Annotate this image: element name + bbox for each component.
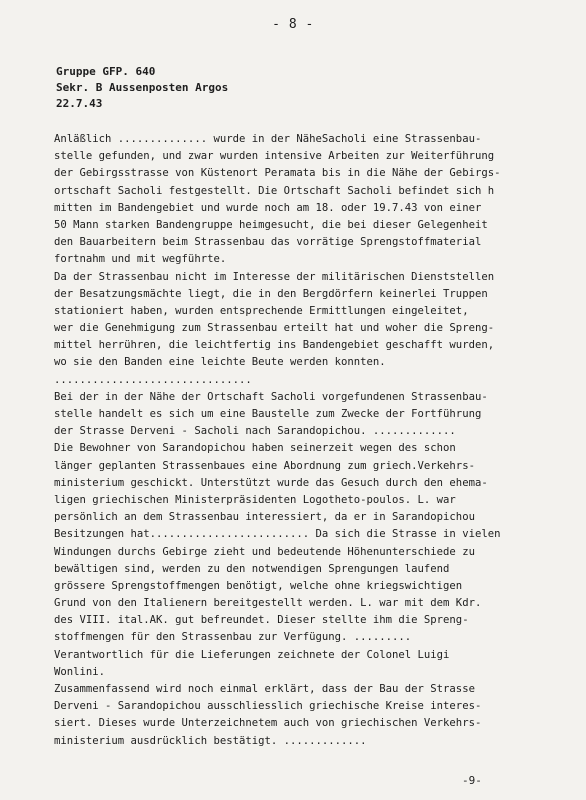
body-line: 50 Mann starken Bandengruppe heimgesucht, die bei dieser Gelegenheit	[54, 218, 488, 231]
body-line: Die Bewohner von Sarandopichou haben seinerzeit wegen des schon	[54, 442, 456, 455]
body-line: bewältigen sind, werden zu den notwendigen Sprengungen laufend	[54, 562, 450, 575]
body-line: mitten im Bandengebiet und wurde noch am 18. oder 19.7.43 von einer	[54, 201, 482, 214]
body-line: ortschaft Sacholi festgestellt. Die Ortschaft Sacholi befindet sich h	[54, 184, 495, 197]
next-page-marker: -9-	[462, 774, 482, 787]
body-line: mittel herrühren, die leichtfertig ins Bandengebiet geschafft wurden,	[54, 339, 495, 352]
body-line: wo sie den Banden eine leichte Beute werden konnten.	[54, 356, 386, 369]
header-line-office: Sekr. B Aussenposten Argos	[56, 81, 229, 94]
body-line: ministerium ausdrücklich bestätigt. .............	[54, 734, 367, 747]
body-line: stelle gefunden, und zwar wurden intensive Arbeiten zur Weiterführung	[54, 150, 495, 163]
body-line: persönlich an dem Strassenbau interessiert, da er in Sarandopichou	[54, 511, 475, 524]
body-line: Zusammenfassend wird noch einmal erklärt, dass der Bau der Strasse	[54, 683, 475, 695]
letterhead	[56, 64, 228, 112]
body-line: stationiert haben, wurden entsprechende Ermittlungen eingeleitet,	[54, 304, 469, 317]
header-line-unit: Gruppe GFP. 640	[56, 65, 156, 78]
body-line: stelle handelt es sich um eine Baustelle zum Zwecke der Fortführung	[54, 408, 482, 420]
body-line: grössere Sprengstoffmengen benötigt, welche ohne kriegswichtigen	[54, 579, 463, 592]
body-line: ligen griechischen Ministerpräsidenten Logotheto-poulos. L. war	[54, 493, 456, 506]
body-line: siert. Dieses wurde Unterzeichnetem auch von griechischen Verkehrs-	[54, 717, 482, 730]
body-line: des VIII. ital.AK. gut befreundet. Dieser stellte ihm die Spreng-	[54, 614, 469, 627]
page-number: - 8 -	[272, 17, 314, 32]
body-line: den Bauarbeitern beim Strassenbau das vorrätige Sprengstoffmaterial	[54, 236, 482, 249]
body-line: der Besatzungsmächte liegt, die in den Bergdörfern keinerlei Truppen	[54, 287, 488, 300]
body-line: der Gebirgsstrasse von Küstenort Peramata bis in die Nähe der Gebirgs-	[54, 167, 501, 180]
body-line: fortnahm und mit wegführte.	[54, 253, 227, 266]
body-line: Wonlini.	[54, 665, 106, 678]
body-line: Bei der in der Nähe der Ortschaft Sacholi vorgefundenen Strassenbau-	[54, 390, 488, 403]
body-line: der Strasse Derveni - Sacholi nach Sarandopichou. .............	[54, 425, 456, 438]
body-line: stoffmengen für den Strassenbau zur Verfügung. .........	[54, 631, 412, 644]
body-line: länger geplanten Strassenbaues eine Abordnung zum griech.Verkehrs-	[54, 459, 475, 472]
body-line: Windungen durchs Gebirge zieht und bedeutende Höhenunterschiede zu	[54, 545, 475, 558]
body-line: Anläßlich .............. wurde in der NäheSacholi eine Strassenbau-	[54, 133, 482, 145]
body-line: Derveni - Sarandopichou ausschliesslich griechische Kreise interes-	[54, 700, 482, 713]
body-line: ...............................	[54, 373, 252, 386]
body-line: wer die Genehmigung zum Strassenbau erteilt hat und woher die Spreng-	[54, 322, 495, 335]
body-line: ministerium geschickt. Unterstützt wurde das Gesuch durch den ehema-	[54, 476, 488, 489]
body-line: Da der Strassenbau nicht im Interesse der militärischen Dienststellen	[54, 270, 495, 283]
document-body	[54, 131, 554, 750]
body-line: Grund von den Italienern bereitgestellt werden. L. war mit dem Kdr.	[54, 597, 482, 610]
body-line: Verantwortlich für die Lieferungen zeichnete der Colonel Luigi	[54, 648, 450, 661]
header-line-date: 22.7.43	[56, 97, 103, 110]
body-line: Besitzungen hat......................... Da sich die Strasse in vielen	[54, 528, 501, 541]
